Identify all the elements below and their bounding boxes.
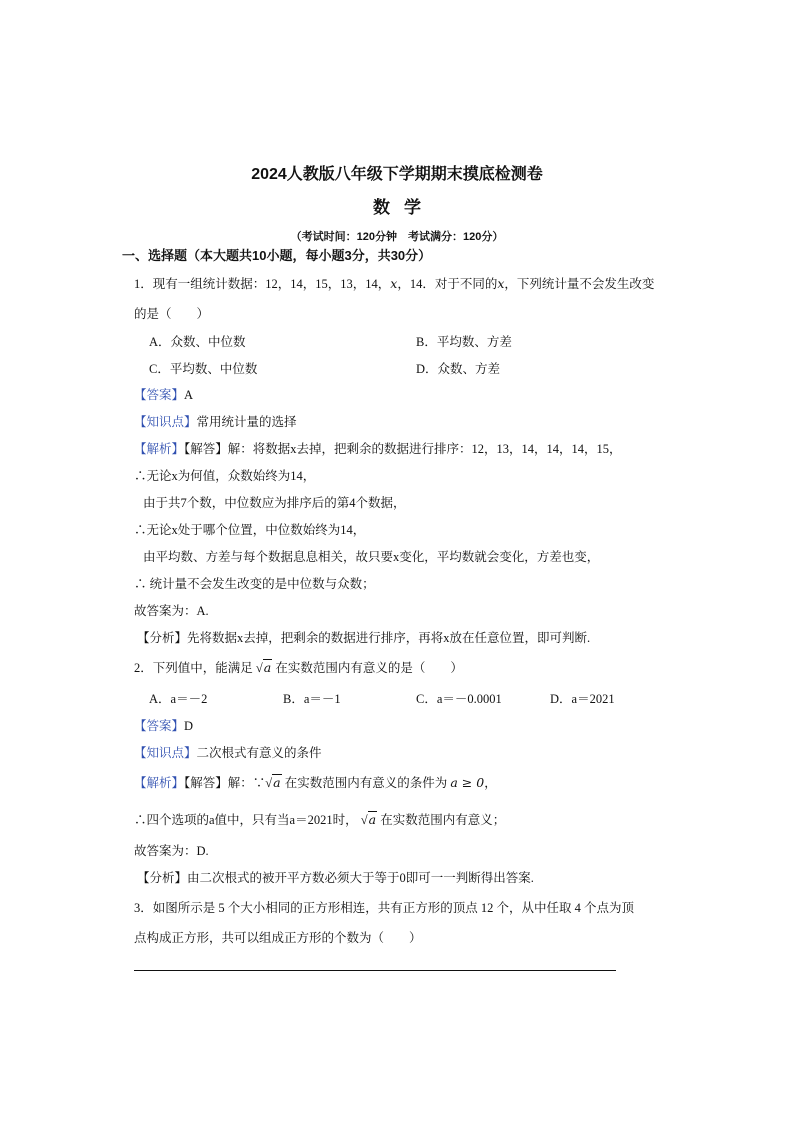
q1-analysis-line: ∴无论x处于哪个位置，中位数始终为14， [134,523,366,537]
q2-analysis: 【解析】【解答】解：∵√a 在实数范围内有意义的条件为 a ≥ 0， [134,775,497,790]
q1-stem-line2: 的是（ ） [134,307,210,321]
answer-tag: 【答案】 [134,388,185,402]
q1-answer: 【答案】A [134,388,194,402]
document-subject: 数学 [373,198,435,217]
q1-analysis: 【解析】【解答】解：将数据x去掉，把剩余的数据进行排序：12，13，14，14，14，15， [134,442,622,456]
q1-option-d: D．众数、方差 [416,362,501,376]
q1-knowledge: 【知识点】常用统计量的选择 [134,415,297,429]
q1-option-b: B．平均数、方差 [416,335,512,349]
q2-analysis-summary: 【分析】由二次根式的被开平方数必须大于等于0即可一一判断得出答案. [137,871,534,885]
sqrt-expression: √a [265,775,281,790]
knowledge-tag: 【知识点】 [134,746,197,760]
q2-option-d: D．a＝2021 [550,692,615,706]
q1-analysis-line: ∴ 统计量不会发生改变的是中位数与众数； [134,577,375,591]
q1-option-c: C．平均数、中位数 [149,362,258,376]
q1-analysis-line: 故答案为：A. [134,604,209,618]
q2-stem: 2．下列值中，能满足 √a 在实数范围内有意义的是（ ） [134,660,463,675]
exam-info: （考试时间：120分钟 考试满分：120分） [290,231,504,243]
q2-analysis-line: 故答案为：D. [134,844,209,858]
sqrt-expression: √a [360,812,377,827]
q2-knowledge: 【知识点】二次根式有意义的条件 [134,746,322,760]
divider-line [134,970,616,971]
q1-analysis-line: ∴无论x为何值，众数始终为14， [134,469,316,483]
q3-stem-line2: 点构成正方形，共可以组成正方形的个数为（ ） [134,931,422,945]
q1-analysis-summary: 【分析】先将数据x去掉，把剩余的数据进行排序，再将x放在任意位置，即可判断. [137,631,591,645]
section-heading: 一、选择题（本大题共10小题，每小题3分，共30分） [122,248,432,263]
analysis-tag: 【解析】 [134,442,185,456]
q3-stem-line1: 3．如图所示是 5 个大小相同的正方形相连，共有正方形的顶点 12 个，从中任取 4 个点为顶 [134,901,635,915]
q2-option-b: B．a＝－1 [283,692,341,706]
document-title: 2024人教版八年级下学期期末摸底检测卷 [251,166,543,183]
knowledge-tag: 【知识点】 [134,415,197,429]
q2-option-c: C．a＝－0.0001 [416,692,502,706]
q1-stem-line1: 1．现有一组统计数据：12，14，15，13，14，x，14．对于不同的x，下列统计量不会发生改变 [134,276,655,291]
q1-analysis-line: 由于共7个数，中位数应为排序后的第4个数据， [143,496,406,510]
q2-analysis-line: ∴四个选项的a值中，只有当a＝2021时， √a 在实数范围内有意义； [134,812,506,827]
answer-tag: 【答案】 [134,719,185,733]
q1-option-a: A．众数、中位数 [149,335,246,349]
q2-option-a: A．a＝－2 [149,692,208,706]
analysis-tag: 【解析】 [134,776,185,790]
q1-analysis-line: 由平均数、方差与每个数据息息相关，故只要x变化，平均数就会变化，方差也变， [143,550,600,564]
q2-answer: 【答案】D [134,719,194,733]
condition-expression: a ≥ 0 [450,775,485,790]
sqrt-expression: √a [255,660,272,675]
